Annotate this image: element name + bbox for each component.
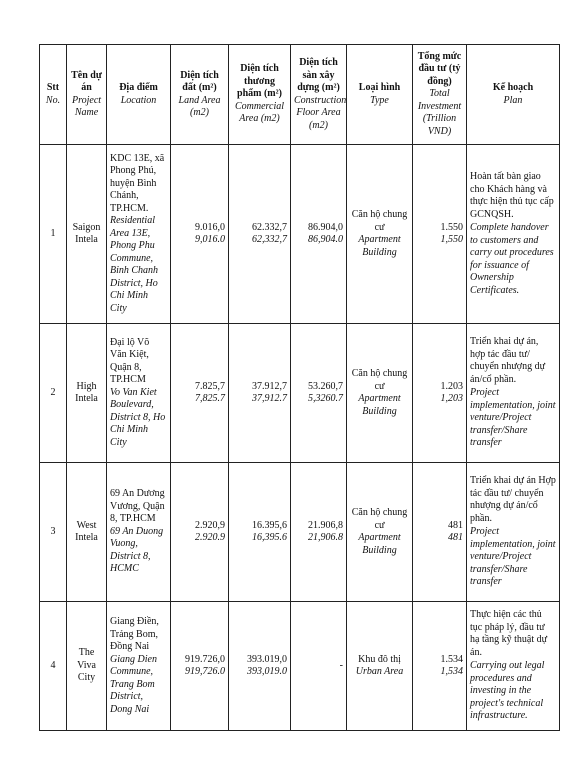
cell-land-area: 9.016,0 9,016.0	[171, 145, 229, 324]
cell-stt: 3	[40, 463, 67, 602]
cell-stt: 4	[40, 602, 67, 731]
cell-commercial-area: 16.395,6 16,395.6	[229, 463, 291, 602]
cell-investment: 1.203 1,203	[413, 324, 467, 463]
cell-name: Saigon Intela	[67, 145, 107, 324]
cell-type: Căn hộ chung cư Apartment Building	[347, 324, 413, 463]
cell-floor-area: -	[291, 602, 347, 731]
header-floor-area: Diện tích sàn xây dựng (m²) Construction Floor Area (m2)	[291, 45, 347, 145]
cell-plan: Thực hiện các thủ tục pháp lý, đầu tư hạ tầng kỹ thuật dự án. Carrying out legal procedures and investing in the project's technical infrastructure.	[467, 602, 560, 731]
cell-location: Giang Điền, Trảng Bom, Đồng Nai Giang Dien Commune, Trang Bom District, Dong Nai	[107, 602, 171, 731]
cell-location: 69 An Dương Vương, Quận 8, TP.HCM 69 An Duong Vuong, District 8, HCMC	[107, 463, 171, 602]
header-row	[40, 45, 560, 145]
cell-land-area: 919.726,0 919,726.0	[171, 602, 229, 731]
header-name: Tên dự án Project Name	[67, 45, 107, 145]
cell-investment: 1.534 1,534	[413, 602, 467, 731]
header-plan: Kế hoạch Plan	[467, 45, 560, 145]
cell-land-area: 2.920,9 2.920.9	[171, 463, 229, 602]
header-investment: Tổng mức đầu tư (tỷ đồng) Total Investment (Trillion VND)	[413, 45, 467, 145]
header-commercial-area: Diện tích thương phẩm (m²) Commercial Area (m2)	[229, 45, 291, 145]
cell-investment: 481 481	[413, 463, 467, 602]
cell-commercial-area: 37.912,7 37,912.7	[229, 324, 291, 463]
header-type: Loại hình Type	[347, 45, 413, 145]
cell-plan: Hoàn tất bàn giao cho Khách hàng và thực hiện thủ tục cấp GCNQSH. Complete handover to customers and carry out procedures for issuance of Ownership Certificates.	[467, 145, 560, 324]
header-stt: Stt No.	[40, 45, 67, 145]
cell-plan: Triển khai dự án Hợp tác đầu tư/ chuyển nhượng dự án/cổ phần. Project implementation, joint venture/Project transfer/Share transfer	[467, 463, 560, 602]
cell-location: Đại lộ Võ Văn Kiệt, Quận 8, TP.HCM Vo Van Kiet Boulevard, District 8, Ho Chi Minh City	[107, 324, 171, 463]
cell-floor-area: 86.904,0 86,904.0	[291, 145, 347, 324]
projects-table	[39, 44, 560, 731]
cell-floor-area: 53.260,7 5,3260.7	[291, 324, 347, 463]
table-row	[40, 602, 560, 731]
cell-plan: Triển khai dự án, hợp tác đầu tư/ chuyển nhượng dự án/cổ phần. Project implementation, joint venture/Project transfer/Share transfer	[467, 324, 560, 463]
cell-stt: 2	[40, 324, 67, 463]
cell-location: KDC 13E, xã Phong Phú, huyện Bình Chánh, TP.HCM. Residential Area 13E, Phong Phu Commune, Binh Chanh District, Ho Chi Minh City	[107, 145, 171, 324]
cell-name: West Intela	[67, 463, 107, 602]
cell-type: Căn hộ chung cư Apartment Building	[347, 145, 413, 324]
cell-type: Căn hộ chung cư Apartment Building	[347, 463, 413, 602]
cell-name: High Intela	[67, 324, 107, 463]
cell-commercial-area: 62.332,7 62,332,7	[229, 145, 291, 324]
header-location: Địa điểm Location	[107, 45, 171, 145]
table-row	[40, 463, 560, 602]
header-land-area: Diện tích đất (m²) Land Area (m2)	[171, 45, 229, 145]
cell-type: Khu đô thị Urban Area	[347, 602, 413, 731]
cell-name: The Viva City	[67, 602, 107, 731]
table-row	[40, 324, 560, 463]
cell-stt: 1	[40, 145, 67, 324]
cell-investment: 1.550 1,550	[413, 145, 467, 324]
cell-commercial-area: 393.019,0 393,019.0	[229, 602, 291, 731]
cell-floor-area: 21.906,8 21,906.8	[291, 463, 347, 602]
table-row	[40, 145, 560, 324]
cell-land-area: 7.825,7 7,825.7	[171, 324, 229, 463]
